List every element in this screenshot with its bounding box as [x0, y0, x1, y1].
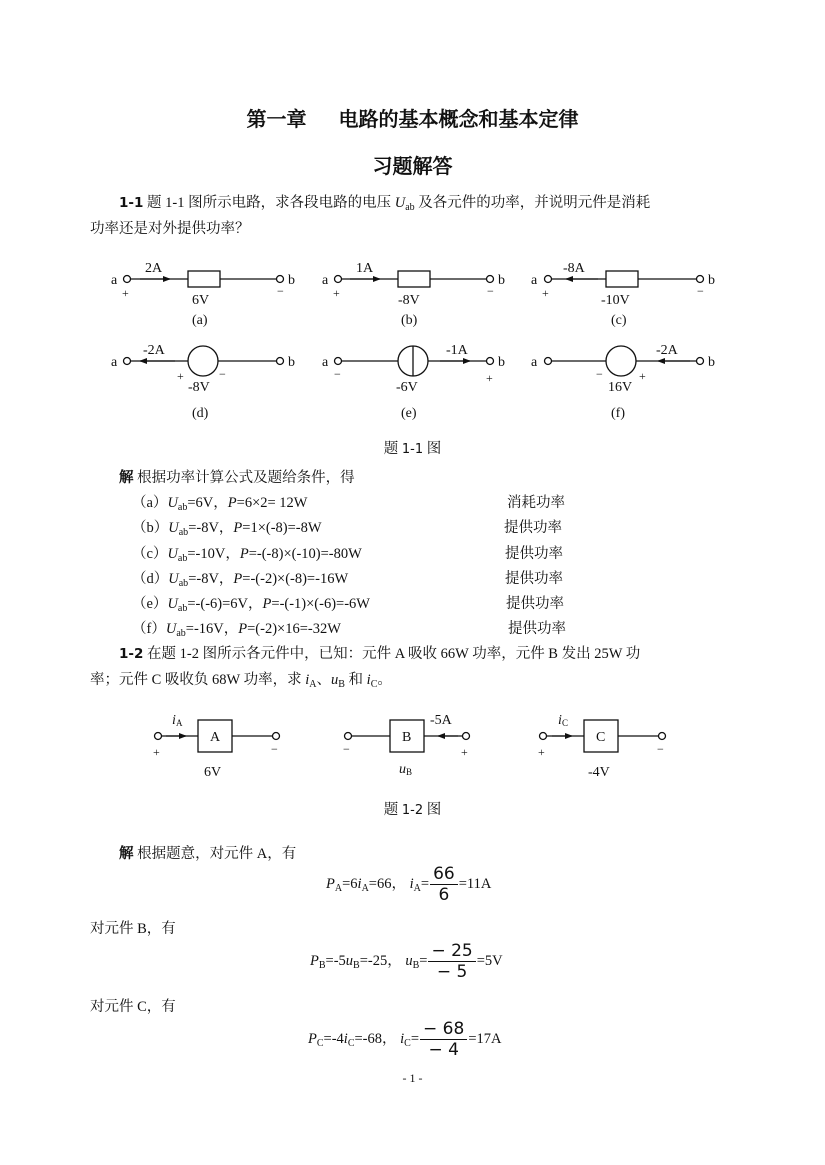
node-a-label: a: [322, 273, 329, 288]
node-a-label: a: [111, 273, 118, 288]
var-p: P: [326, 875, 335, 892]
var-sub: ab: [177, 553, 188, 564]
plus-sign: +: [486, 371, 493, 385]
minus-sign: −: [277, 284, 284, 298]
var-u: u: [331, 672, 339, 688]
var-sub: C: [347, 1037, 355, 1049]
resistor-c: [606, 271, 638, 287]
for-element-c-text: 对元件 C，有: [90, 999, 176, 1015]
row-result: 提供功率: [508, 621, 566, 637]
chapter-title: [0, 103, 825, 132]
row-label: （f）: [132, 621, 166, 637]
minus-sign: −: [596, 367, 603, 381]
plus-sign: +: [153, 745, 160, 759]
plus-sign: +: [639, 369, 646, 383]
caption-prefix: 题: [383, 802, 402, 818]
node-b-label: b: [498, 273, 505, 288]
solution-label: 解: [119, 470, 134, 486]
minus-sign: −: [334, 367, 341, 381]
node-a-label: a: [111, 355, 118, 370]
row-voltage: =-(-6)=6V，: [187, 596, 263, 612]
var-sub: B: [353, 959, 360, 971]
node-b-label: b: [498, 355, 505, 370]
var-i: i: [409, 875, 414, 892]
plus-sign: +: [538, 745, 545, 759]
row-voltage: =6V，: [187, 495, 228, 511]
numerator: 66: [430, 864, 458, 885]
row-power: =-(-1)×(-6)=-6W: [271, 596, 370, 612]
problem-1-1: [90, 190, 745, 242]
problem-text-3: 功率还是对外提供功率？: [90, 221, 250, 237]
equation-c: [308, 1019, 501, 1060]
var-i: i: [400, 1030, 405, 1047]
voltage-source-f: [606, 346, 636, 376]
current-label-b: 1A: [356, 261, 374, 276]
var-p: P: [308, 1030, 317, 1047]
var-p: P: [262, 596, 272, 612]
problem-text-2: 率；元件 C 吸收负 68W 功率，求: [90, 672, 306, 688]
var-p: P: [227, 495, 237, 511]
var-p: P: [239, 546, 249, 562]
row-label: （b）: [132, 520, 169, 536]
numerator: − 25: [428, 941, 475, 962]
current-label-e: -1A: [446, 343, 468, 358]
caption-suffix: 图: [423, 441, 442, 457]
sub-label-f: (f): [611, 406, 625, 421]
var-u: U: [394, 195, 406, 211]
voltage-label-f: 16V: [608, 380, 633, 395]
var-sub: ab: [405, 202, 415, 213]
var-sub: ab: [177, 603, 188, 614]
problem-text: 题 1-1 图所示电路，求各段电路的电压: [143, 195, 395, 211]
denominator: − 4: [428, 1040, 459, 1060]
node-a-label: a: [322, 355, 329, 370]
element-c-name: C: [596, 730, 606, 745]
var-i: i: [305, 672, 310, 688]
row-power: =6×2= 12W: [236, 495, 308, 511]
var-sub: C: [370, 679, 378, 690]
figure-1-2-caption: [0, 798, 825, 819]
voltage-source-d: [188, 346, 218, 376]
circuit-e: [335, 346, 494, 376]
row-voltage: =-8V，: [188, 520, 234, 536]
sentence-end: 。: [377, 672, 392, 688]
voltage-label-c: -10V: [601, 293, 630, 308]
var-sub: ab: [178, 527, 189, 538]
var-i: i: [343, 1030, 348, 1047]
row-power: =-(-2)×(-8)=-16W: [242, 571, 349, 587]
voltage-label-d: -8V: [188, 380, 210, 395]
var-sub: C: [316, 1037, 324, 1049]
sub-label-b: (b): [401, 313, 418, 328]
eq-part: =-68，: [354, 1030, 401, 1047]
resistor-a: [188, 271, 220, 287]
problem-text-2: 及各元件的功率，并说明元件是消耗: [414, 195, 651, 211]
row-voltage: =-10V，: [187, 546, 240, 562]
eq-result: =11A: [458, 875, 492, 892]
current-var-c: i: [558, 713, 562, 728]
section-subtitle: 习题解答: [372, 154, 453, 178]
solution-row: [132, 567, 348, 588]
denominator: − 5: [436, 962, 468, 982]
row-result: 消耗功率: [507, 495, 565, 511]
voltage-label-b: -8V: [398, 293, 420, 308]
caption-number: 1-1: [401, 442, 424, 457]
row-result: 提供功率: [506, 596, 564, 612]
minus-sign: −: [343, 742, 350, 756]
current-label-d: -2A: [143, 343, 165, 358]
solution-intro: 根据题意，对元件 A，有: [133, 846, 297, 862]
voltage-label-c2: -4V: [588, 765, 610, 780]
eq-part: =-5: [325, 952, 346, 969]
eq-part: =: [419, 952, 428, 969]
voltage-label-e: -6V: [396, 380, 418, 395]
element-a-name: A: [210, 730, 221, 745]
current-sub-a: A: [176, 718, 183, 728]
resistor-b: [398, 271, 430, 287]
row-power: =(-2)×16=-32W: [247, 621, 341, 637]
var-sub: C: [404, 1037, 411, 1049]
plus-sign: +: [461, 745, 468, 759]
row-label: （d）: [132, 571, 169, 587]
current-label-c: -8A: [563, 261, 585, 276]
solution-intro: 根据功率计算公式及题给条件，得: [133, 470, 355, 486]
fraction-c: [420, 1019, 467, 1060]
numerator: − 68: [420, 1019, 467, 1040]
node-b-label: b: [288, 273, 295, 288]
var-sub: A: [361, 882, 369, 894]
voltage-var-b: u: [399, 762, 406, 777]
var-p: P: [233, 571, 243, 587]
node-b-label: b: [708, 355, 715, 370]
denominator: 6: [438, 885, 450, 905]
figure-1-2: [0, 700, 825, 790]
var-sub: A: [309, 679, 317, 690]
separator: 、: [316, 672, 331, 688]
var-sub: ab: [177, 502, 188, 513]
fraction-b: [428, 941, 475, 982]
eq-part: =-4: [323, 1030, 344, 1047]
solution-row: [132, 516, 322, 537]
problem-1-2: [90, 641, 745, 693]
var-sub: B: [338, 679, 345, 690]
node-b-label: b: [708, 273, 715, 288]
var-p: P: [310, 952, 319, 969]
row-result: 提供功率: [505, 571, 563, 587]
solution-row: [132, 542, 362, 563]
var-u: U: [167, 546, 178, 562]
plus-sign: +: [177, 369, 184, 383]
row-result: 提供功率: [505, 546, 563, 562]
voltage-label-a2: 6V: [204, 765, 222, 780]
caption-number: 1-2: [401, 803, 424, 818]
current-var-a: i: [172, 713, 176, 728]
figure-1-1-caption: [0, 437, 825, 458]
sub-label-a: (a): [192, 313, 208, 328]
current-label-f: -2A: [656, 343, 678, 358]
voltage-label-a: 6V: [192, 293, 210, 308]
var-sub: B: [412, 959, 420, 971]
row-result: 提供功率: [504, 520, 562, 536]
var-u: u: [345, 952, 354, 969]
row-label: （a）: [132, 495, 168, 511]
separator: 和: [344, 672, 367, 688]
for-element-b-text: 对元件 B，有: [90, 921, 176, 937]
eq-result: =17A: [468, 1030, 502, 1047]
eq-part: =: [410, 1030, 420, 1047]
problem-text: 在题 1-2 图所示各元件中，已知：元件 A 吸收 66W 功率，元件 B 发出 25W 功: [143, 646, 641, 662]
row-voltage: =-8V，: [188, 571, 234, 587]
var-u: u: [405, 952, 413, 969]
row-power: =-(-8)×(-10)=-80W: [248, 546, 362, 562]
caption-suffix: 图: [423, 802, 442, 818]
var-i: i: [357, 875, 362, 892]
var-u: U: [165, 621, 177, 637]
sub-label-c: (c): [611, 313, 627, 328]
solution-row: [132, 491, 307, 512]
solution-1-1-intro: [90, 465, 745, 491]
eq-result: =5V: [476, 952, 503, 969]
var-sub: A: [334, 882, 343, 894]
chapter-name: 电路的基本概念和基本定律: [338, 107, 579, 131]
plus-sign: +: [333, 286, 340, 300]
circuit-f: [545, 346, 704, 376]
eq-part: =66，: [368, 875, 410, 892]
var-sub: B: [318, 959, 326, 971]
current-label-b2: -5A: [430, 713, 452, 728]
eq-part: =6: [342, 875, 358, 892]
var-i: i: [366, 672, 371, 688]
node-a-label: a: [531, 355, 538, 370]
var-p: P: [233, 520, 243, 536]
node-b-label: b: [288, 355, 295, 370]
row-voltage: =-16V，: [185, 621, 239, 637]
voltage-sub-b: B: [406, 767, 413, 777]
var-p: P: [238, 621, 248, 637]
plus-sign: +: [122, 286, 129, 300]
plus-sign: +: [542, 286, 549, 300]
var-u: U: [167, 495, 178, 511]
figure-1-1: [0, 250, 825, 430]
row-label: （e）: [132, 596, 168, 612]
minus-sign: −: [697, 284, 704, 298]
equation-b: [310, 941, 503, 982]
eq-part: =-25，: [359, 952, 406, 969]
var-u: U: [167, 596, 178, 612]
for-element-b: [90, 916, 745, 942]
eq-part: =: [420, 875, 430, 892]
problem-number: 1-2: [119, 646, 144, 662]
var-sub: ab: [178, 578, 189, 589]
minus-sign: −: [487, 284, 494, 298]
caption-prefix: 题: [383, 441, 402, 457]
row-label: （c）: [132, 546, 168, 562]
node-a-label: a: [531, 273, 538, 288]
row-power: =1×(-8)=-8W: [242, 520, 322, 536]
minus-sign: −: [219, 367, 226, 381]
var-sub: A: [413, 882, 421, 894]
solution-row: [132, 617, 341, 638]
solution-row: [132, 592, 370, 613]
sub-label-d: (d): [192, 406, 209, 421]
minus-sign: −: [271, 742, 278, 756]
fraction-a: [430, 864, 458, 905]
sub-label-e: (e): [401, 406, 417, 421]
chapter-number: 第一章: [246, 107, 307, 131]
var-u: U: [168, 571, 179, 587]
page-number: - 1 -: [402, 1071, 423, 1085]
var-u: U: [168, 520, 179, 536]
minus-sign: −: [657, 742, 664, 756]
solution-label: 解: [119, 846, 134, 862]
var-sub: ab: [176, 628, 186, 639]
current-sub-c: C: [562, 718, 569, 728]
for-element-c: [90, 994, 745, 1020]
equation-a: [326, 864, 491, 905]
problem-number: 1-1: [119, 195, 144, 211]
current-label-a: 2A: [145, 261, 163, 276]
element-b-name: B: [402, 730, 412, 745]
